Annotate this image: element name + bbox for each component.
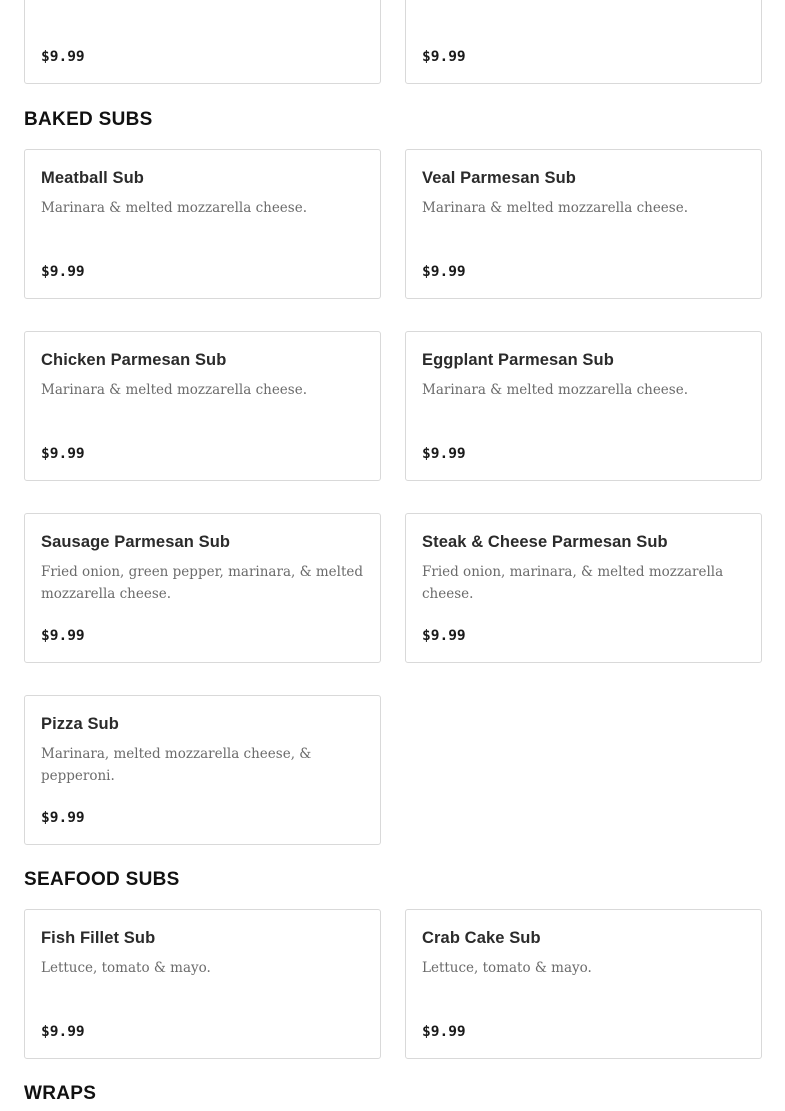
item-price: $9.99 — [41, 628, 85, 644]
item-description: Marinara, melted mozzarella cheese, & pepperoni. — [41, 746, 312, 784]
item-price: $9.99 — [41, 49, 85, 65]
item-description: Marinara & melted mozzarella cheese. — [41, 382, 308, 398]
item-name: Crab Cake Sub — [422, 929, 541, 947]
section-title-wraps: WRAPS — [24, 1083, 97, 1104]
item-name: Pizza Sub — [41, 715, 119, 733]
item-price: $9.99 — [422, 628, 466, 644]
item-price: $9.99 — [422, 446, 466, 462]
item-price: $9.99 — [41, 264, 85, 280]
section-title-baked-subs: BAKED SUBS — [24, 109, 153, 130]
item-name: Fish Fillet Sub — [41, 929, 156, 947]
menu-item-sausage-parmesan-sub[interactable] — [24, 513, 381, 663]
menu-item-steak-cheese-parmesan-sub[interactable] — [405, 513, 762, 663]
menu-item-card[interactable] — [405, 0, 762, 84]
item-description: Fried onion, green pepper, marinara, & melted mozzarella cheese. — [41, 564, 364, 602]
item-price: $9.99 — [422, 49, 466, 65]
item-price: $9.99 — [422, 264, 466, 280]
item-description: Marinara & melted mozzarella cheese. — [422, 382, 689, 398]
item-price: $9.99 — [41, 810, 85, 826]
item-description: Marinara & melted mozzarella cheese. — [41, 200, 308, 216]
menu-item-crab-cake-sub[interactable] — [405, 909, 762, 1059]
menu-item-chicken-parmesan-sub[interactable] — [24, 331, 381, 481]
item-name: Chicken Parmesan Sub — [41, 351, 227, 369]
item-price: $9.99 — [422, 1024, 466, 1040]
menu-item-meatball-sub[interactable] — [24, 149, 381, 299]
item-description: Marinara & melted mozzarella cheese. — [422, 200, 689, 216]
menu-item-fish-fillet-sub[interactable] — [24, 909, 381, 1059]
section-title-seafood-subs: SEAFOOD SUBS — [24, 869, 180, 890]
menu-item-veal-parmesan-sub[interactable] — [405, 149, 762, 299]
item-name: Eggplant Parmesan Sub — [422, 351, 614, 369]
item-price: $9.99 — [41, 446, 85, 462]
menu-item-pizza-sub[interactable] — [24, 695, 381, 845]
item-name: Steak & Cheese Parmesan Sub — [422, 533, 668, 551]
item-name: Sausage Parmesan Sub — [41, 533, 231, 551]
menu-item-card[interactable] — [24, 0, 381, 84]
item-name: Veal Parmesan Sub — [422, 169, 576, 187]
item-description: Lettuce, tomato & mayo. — [422, 960, 592, 976]
item-price: $9.99 — [41, 1024, 85, 1040]
item-description: Fried onion, marinara, & melted mozzarella cheese. — [422, 564, 724, 602]
menu-item-eggplant-parmesan-sub[interactable] — [405, 331, 762, 481]
item-name: Meatball Sub — [41, 169, 144, 187]
item-description: Lettuce, tomato & mayo. — [41, 960, 211, 976]
